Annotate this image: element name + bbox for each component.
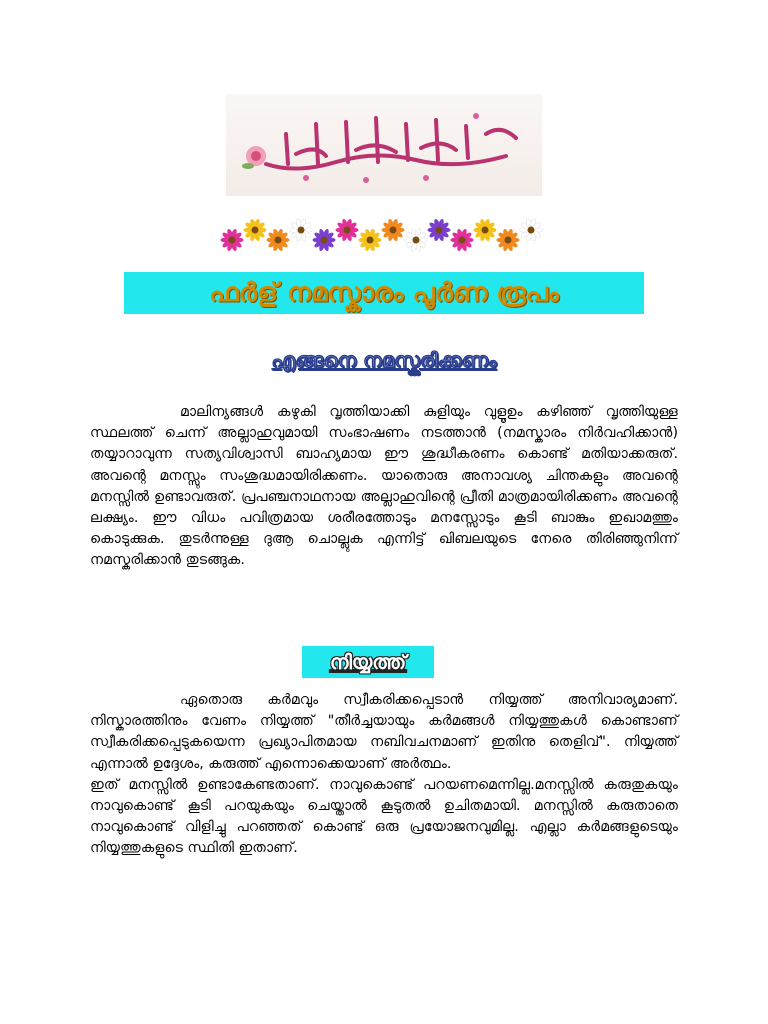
flower-icon [404,228,427,251]
section-heading-niyyath: നിയ്യത്ത് [302,646,434,678]
flower-icon [220,228,243,251]
flower-icon [496,228,519,251]
flower-icon [381,218,404,241]
section-heading-how-to-pray: എങ്ങനെ നമസ്കരിക്കണം [271,348,497,372]
flower-icon [243,218,266,241]
page-title: ഫർള് നമസ്കാരം പൂർണ രൂപം [124,272,644,314]
flower-icon [266,228,289,251]
section-paragraph-niyyath [90,690,678,860]
bismillah-calligraphy-icon [226,94,542,196]
flower-icon [358,228,381,251]
flower-icon [289,218,312,241]
flower-icon [312,228,335,251]
paragraph-text: ഏതൊരു കർമവും സ്വീകരിക്കപ്പെടാൻ നിയ്യത്ത് അനിവാര്യമാണ്. നിസ്കാരത്തിനും വേണം നിയ്യത്ത് "തീർച്ചയായും കർമങ്ങൾ നിയ്യത്തുകൾ കൊണ്ടാണ് സ്വീകരിക്കപ്പെടുകയെന്ന പ്രഖ്യാപിതമായ നബിവചനമാണ് ഇതിനു തെളിവ്". നിയ്യത്ത് എന്നാൽ ഉദ്ദേശം, കരുത്ത് എന്നൊക്കെയാണ് അർത്ഥം. [90,692,678,772]
flower-icon [427,218,450,241]
section-paragraph-how-to-pray [90,402,678,572]
paragraph-text: മാലിന്യങ്ങൾ കഴുകി വൃത്തിയാക്കി കുളിയും വുളൂഉം കഴിഞ്ഞ് വൃത്തിയുള്ള സ്ഥലത്ത് ചെന്ന് അല്ലാഹുവുമായി സംഭാഷണം നടത്താൻ (നമസ്കാരം നിർവഹിക്കാൻ) തയ്യാറാവുന്ന സത്യവിശ്വാസി ബാഹ്യമായ ഈ ശുദ്ധീകരണം കൊണ്ട് മതിയാക്കരുത്. അവന്റെ മനസ്സും സംശുദ്ധമായിരിക്കണം. യാതൊരു അനാവശ്യ ചിന്തകളും അവന്റെ മനസ്സിൽ ഉണ്ടാവരുത്. പ്രപഞ്ചനാഥനായ അല്ലാഹുവിന്റെ പ്രീതി മാത്രമായിരിക്കണം അവന്റെ ലക്ഷ്യം. ഈ വിധം പവിത്രമായ ശരീരത്തോടും മനസ്സോടും കൂടി ബാങ്കും ഇഖാമത്തും കൊടുക്കുക. തുടർന്നുള്ള ദുആ ചൊല്ലുക എന്നിട്ട് ഖിബലയുടെ നേരെ തിരിഞ്ഞുനിന്ന് നമസ്കരിക്കാൻ തുടങ്ങുക. [90,404,678,569]
flower-icon [519,218,542,241]
flower-icon [335,218,358,241]
flower-icon [450,228,473,251]
flower-icon [473,218,496,241]
flower-garland-icon [218,206,546,264]
paragraph-text: ഇത് മനസ്സിൽ ഉണ്ടാകേണ്ടതാണ്. നാവുകൊണ്ട് പറയണമെന്നില്ല.മനസ്സിൽ കരുതുകയും നാവുകൊണ്ട് കൂടി പറയുകയും ചെയ്താൽ കൂടുതൽ ഉചിതമായി. മനസ്സിൽ കരുതാതെ നാവുകൊണ്ട് വിളിച്ചു പറഞ്ഞത് കൊണ്ട് ഒരു പ്രയോജനവുമില്ല. എല്ലാ കർമങ്ങളുടെയും നിയ്യത്തുകളുടെ സ്ഥിതി ഇതാണ്. [90,776,678,857]
